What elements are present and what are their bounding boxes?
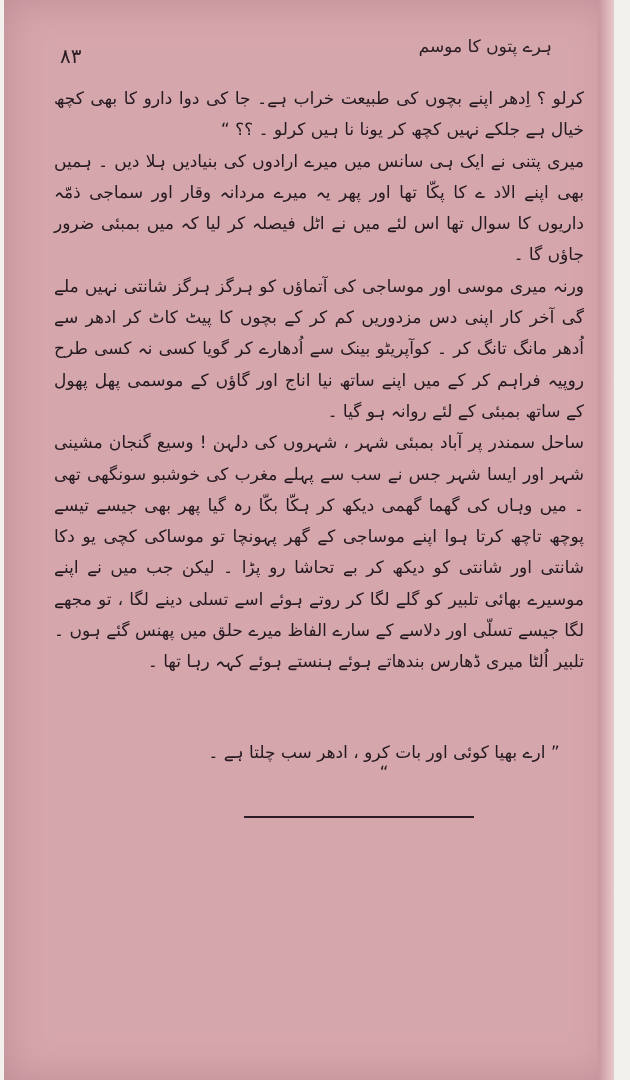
page-spine-edge bbox=[598, 0, 614, 1080]
paragraph: کرلو ؟ اِدھر اپنے بچوں کی طبیعت خراب ہے۔ جا کی دوا دارو کا بھی کچھ خیال ہے جلکے نہیں کچھ کر یونا نا ہیں کرلو ۔ ؟؟ “ bbox=[54, 89, 584, 141]
closing-quote: ” ارے بھیا کوئی اور بات کرو ، ادھر سب چلتا ہے ۔ “ bbox=[208, 743, 560, 783]
body-text bbox=[54, 84, 584, 679]
paragraph: ساحل سمندر پر آباد بمبئی شہر ، شہروں کی دلہن ! وسیع گنجان مشینی شہر اور ایسا شہر جس نے سب سے پہلے مغرب کی خوشبو سونگھی تھی ۔ میں وہاں کی گھما گھمی دیکھ کر ہکّا بکّا رہ گیا پھر بھی جیسے تیسے پوچھ تاچھ کرتا ہوا اپنے موساجی کے گھر پہونچا تو موساکی کچی یو دکا شانتی اور شانتی کو دیکھ کر بے تحاشا رو پڑا ۔ لیکن جب میں نے اپنے موسیرے بھائی تلبیر کو گلے لگا کر روتے ہوئے اسے تسلی دینے لگا ، تو مجھے لگا جیسے تسلّی اور دلاسے کے سارے الفاظ میرے حلق میں پھنس گئے ہوں ۔ تلبیر اُلٹا میری ڈھارس بندھاتے ہوئے ہنستے ہوئے کہہ رہا تھا ۔ bbox=[54, 433, 584, 673]
running-head: ہرے پتوں کا موسم bbox=[418, 37, 552, 57]
page-number: ۸۳ bbox=[60, 44, 82, 68]
section-end-rule bbox=[244, 816, 474, 818]
book-page bbox=[4, 0, 614, 1080]
paragraph: میری پتنی نے ایک ہی سانس میں میرے ارادوں کی بنیادیں ہلا دیں ۔ ہمیں بھی اپنے الاد ے کا پکّا تھا اور پھر یہ میرے مردانہ وقار اور سماجی ذمّہ داریوں کا سوال تھا اس لئے میں نے اٹل فیصلہ کر لیا کہ میں بمبئی ضرور جاؤں گا ۔ bbox=[54, 151, 584, 266]
paragraph: ورنہ میری موسی اور موساجی کی آتماؤں کو ہرگز ہرگز شانتی نہیں ملے گی آخر کار اپنی دس مزدوریں کم کر کے بچوں کا پیٹ کاٹ کر ادھر سے اُدھر مانگ تانگ کر ۔ کوآپریٹو بینک سے اُدھارے کر گویا کسی نہ کسی طرح روپیہ فراہم کر کے میں اپنے ساتھ نیا اناج اور گاؤں کے موسمی پھل پھول کے ساتھ بمبئی کے لئے روانہ ہو گیا ۔ bbox=[54, 276, 584, 422]
